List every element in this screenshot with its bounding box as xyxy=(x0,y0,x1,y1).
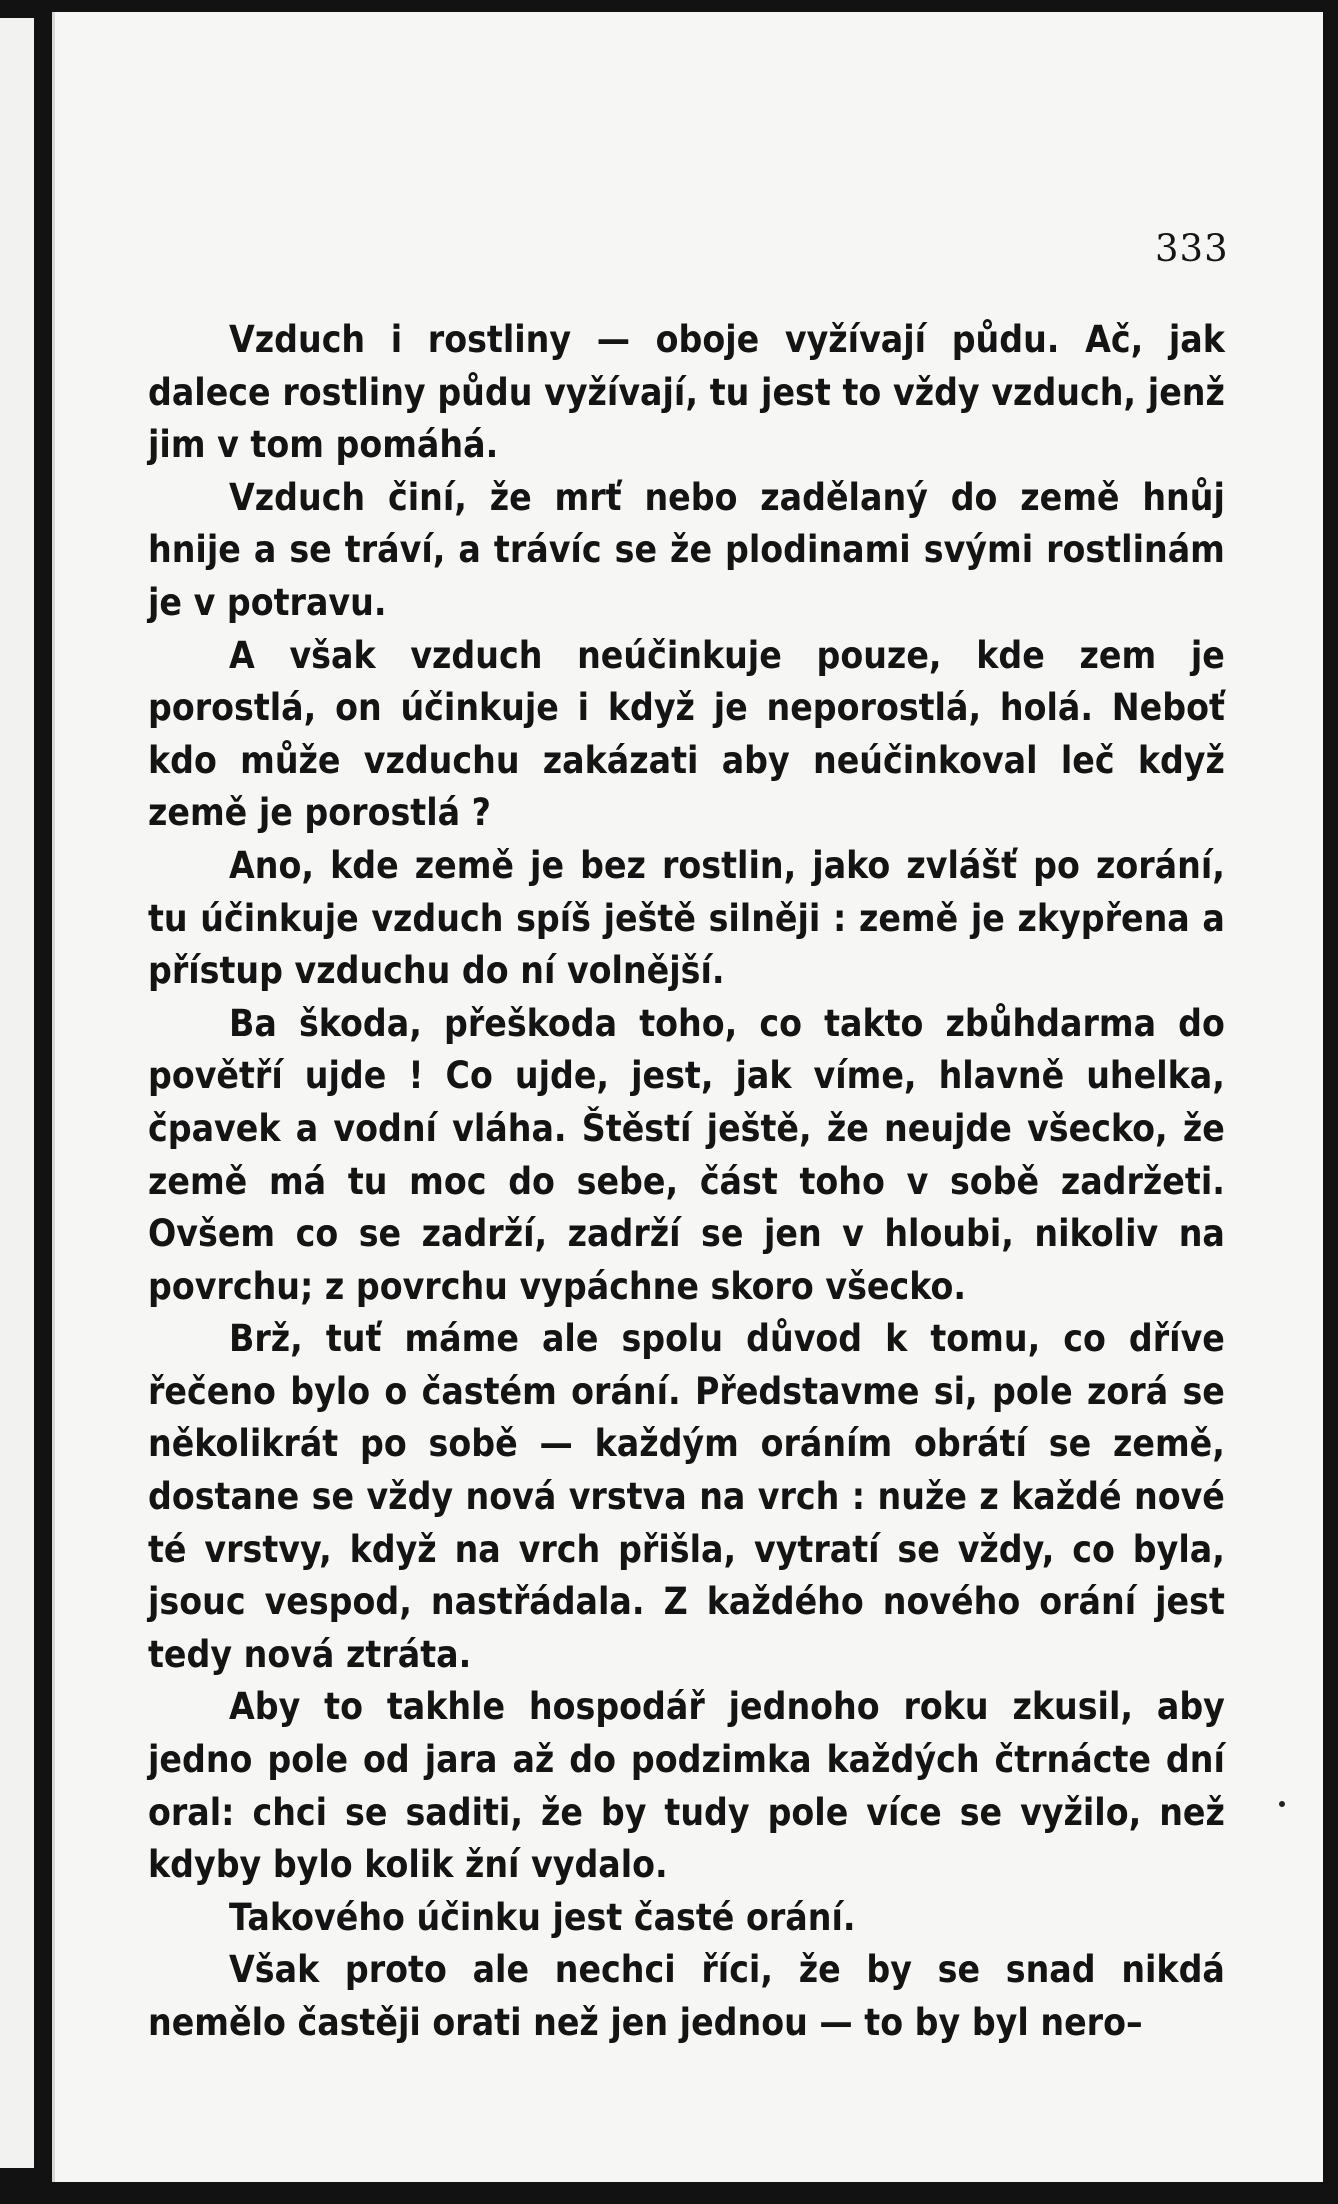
ink-speck xyxy=(1279,1801,1285,1807)
book-page xyxy=(52,12,1323,2182)
body-text xyxy=(148,314,1225,2050)
page-number: 333 xyxy=(1155,227,1229,270)
paragraph: A však vzduch neúčinkuje pouze, kde zem je porostlá, on účinkuje i když je neporostlá, holá. Neboť kdo může vzduchu zakázati aby neúčinkoval leč když země je porostlá ? xyxy=(148,633,1225,835)
paragraph: Brž, tuť máme ale spolu důvod k tomu, co dříve řečeno bylo o častém orání. Představme si, pole zorá se několikrát po sobě — každým oráním obrátí se země, dostane se vždy nová vrstva na vrch : nuže z každé nové té vrstvy, když na vrch přišla, vytratí se vždy, co byla, jsouc vespod, nastřádala. Z každého nového orání jest tedy nová ztráta. xyxy=(148,1317,1225,1676)
paragraph: Ba škoda, přeškoda toho, co takto zbůhdarma do povětří ujde ! Co ujde, jest, jak víme, hlavně uhelka, čpavek a vodní vláha. Štěstí ještě, že neujde všecko, že země má tu moc do sebe, část toho v sobě zadržeti. Ovšem co se zadrží, zadrží se jen v hloubi, nikoliv na povrchu; z povrchu vypáchne skoro všecko. xyxy=(148,1001,1225,1308)
paragraph: Ano, kde země je bez rostlin, jako zvlášť po zorání, tu účinkuje vzduch spíš ještě silněji : země je zkypřena a přístup vzduchu do ní volnější. xyxy=(148,843,1225,993)
facing-page-edge xyxy=(0,18,34,2168)
paragraph: Takového účinku jest časté orání. xyxy=(229,1895,856,1939)
paragraph: Však proto ale nechci říci, že by se snad nikdá nemělo častěji orati než jen jednou — to by byl nero– xyxy=(148,1948,1225,2044)
paragraph: Vzduch i rostliny — oboje vyžívají půdu. Ač, jak dalece rostliny půdu vyžívají, tu jest to vždy vzduch, jenž jim v tom pomáhá. xyxy=(148,318,1225,467)
paragraph: Vzduch činí, že mrť nebo zadělaný do země hnůj hnije a se tráví, a trávíc se že plodinami svými rostlinám je v potravu. xyxy=(148,475,1225,624)
paragraph: Aby to takhle hospodář jednoho roku zkusil, aby jedno pole od jara až do podzimka každých čtrnácte dní oral: chci se saditi, že by tudy pole více se vyžilo, než kdyby bylo kolik žní vydalo. xyxy=(148,1685,1225,1887)
